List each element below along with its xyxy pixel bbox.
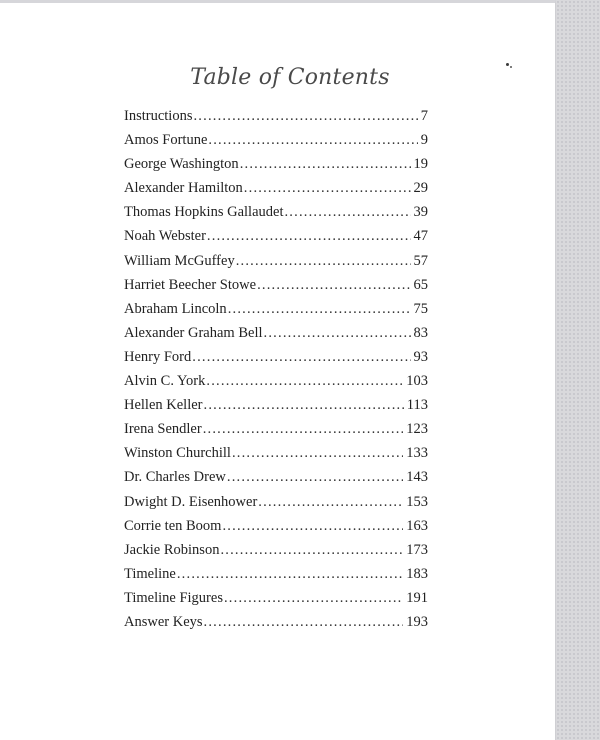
toc-entry	[124, 494, 428, 518]
toc-leader-dots	[192, 349, 410, 366]
toc-entry-page: 113	[406, 397, 428, 414]
toc-entry	[124, 542, 428, 566]
toc-entry	[124, 445, 428, 469]
toc-entry	[124, 277, 428, 301]
toc-entry	[124, 590, 428, 614]
toc-entry-page: 75	[413, 300, 428, 317]
toc-leader-dots	[264, 325, 411, 342]
toc-entry-title: Jackie Robinson	[124, 541, 220, 558]
toc-entry-title: Harriet Beecher Stowe	[124, 276, 257, 293]
toc-leader-dots	[284, 204, 410, 221]
toc-entry-title: Alexander Graham Bell	[124, 324, 263, 341]
toc-entry-title: Dr. Charles Drew	[124, 469, 226, 486]
toc-entry-title: George Washington	[124, 156, 239, 173]
toc-entry-page: 163	[406, 517, 428, 534]
toc-entry	[124, 253, 428, 277]
toc-entry-title: Alvin C. York	[124, 373, 206, 390]
toc-entry	[124, 349, 428, 373]
toc-leader-dots	[222, 518, 403, 535]
toc-leader-dots	[177, 566, 403, 583]
toc-entry	[124, 108, 428, 132]
toc-entry	[124, 156, 428, 180]
toc-entry-page: 29	[413, 180, 428, 197]
toc-entry-page: 93	[413, 348, 428, 365]
toc-entry-title: Amos Fortune	[124, 132, 208, 149]
toc-entry-page: 47	[413, 228, 428, 245]
toc-entry-page: 39	[413, 204, 428, 221]
toc-entry-page: 183	[406, 565, 428, 582]
toc-leader-dots	[206, 373, 403, 390]
toc-entry	[124, 421, 428, 445]
toc-entry-title: Winston Churchill	[124, 445, 231, 462]
toc-entry-page: 7	[420, 108, 428, 124]
toc-entry-page: 153	[406, 493, 428, 510]
toc-entry	[124, 228, 428, 252]
toc-entry	[124, 132, 428, 156]
toc-entry-page: 123	[406, 421, 428, 438]
toc-entry-page: 65	[413, 276, 428, 293]
toc-leader-dots	[244, 180, 411, 197]
toc-entry	[124, 397, 428, 421]
toc-entry-title: Timeline Figures	[124, 589, 223, 606]
toc-entry-title: Thomas Hopkins Gallaudet	[124, 204, 284, 221]
toc-leader-dots	[207, 228, 411, 245]
toc-entry	[124, 518, 428, 542]
toc-entry-page: 143	[406, 469, 428, 486]
page-title: Table of Contents	[190, 65, 390, 90]
toc-entry-title: Henry Ford	[124, 348, 192, 365]
toc-leader-dots	[203, 421, 404, 438]
toc-entry-title: Corrie ten Boom	[124, 517, 222, 534]
toc-entry-page: 83	[413, 324, 428, 341]
toc-leader-dots	[208, 132, 417, 149]
toc-entry-title: Dwight D. Eisenhower	[124, 493, 258, 510]
toc-entry-title: Irena Sendler	[124, 421, 202, 438]
toc-entry-title: William McGuffey	[124, 252, 235, 269]
toc-entry	[124, 566, 428, 590]
toc-entry-title: Alexander Hamilton	[124, 180, 243, 197]
toc-entry-page: 173	[406, 541, 428, 558]
toc-entry-title: Abraham Lincoln	[124, 300, 227, 317]
toc-leader-dots	[204, 397, 404, 414]
toc-entry-page: 191	[406, 589, 428, 606]
toc-leader-dots	[228, 301, 411, 318]
toc-leader-dots	[258, 494, 403, 511]
toc-entry	[124, 614, 428, 638]
toc-leader-dots	[193, 108, 417, 125]
toc-entry-page: 133	[406, 445, 428, 462]
toc-entry	[124, 180, 428, 204]
toc-entry-title: Hellen Keller	[124, 397, 203, 414]
toc-entry-title: Answer Keys	[124, 613, 203, 630]
toc-leader-dots	[232, 445, 403, 462]
toc-entry-title: Noah Webster	[124, 228, 206, 245]
toc-entry	[124, 373, 428, 397]
toc-leader-dots	[220, 542, 403, 559]
table-of-contents	[124, 108, 428, 638]
toc-leader-dots	[240, 156, 411, 173]
toc-entry	[124, 325, 428, 349]
toc-entry-page: 57	[413, 252, 428, 269]
toc-leader-dots	[236, 253, 411, 270]
toc-entry	[124, 204, 428, 228]
toc-entry	[124, 469, 428, 493]
toc-entry-page: 9	[420, 132, 428, 149]
toc-entry-page: 103	[406, 373, 428, 390]
toc-entry-page: 19	[413, 156, 428, 173]
toc-entry-title: Instructions	[124, 108, 193, 124]
toc-leader-dots	[227, 469, 403, 486]
toc-leader-dots	[224, 590, 403, 607]
toc-entry-page: 193	[406, 613, 428, 630]
toc-leader-dots	[257, 277, 410, 294]
toc-leader-dots	[204, 614, 404, 631]
toc-entry-title: Timeline	[124, 565, 176, 582]
toc-entry	[124, 301, 428, 325]
